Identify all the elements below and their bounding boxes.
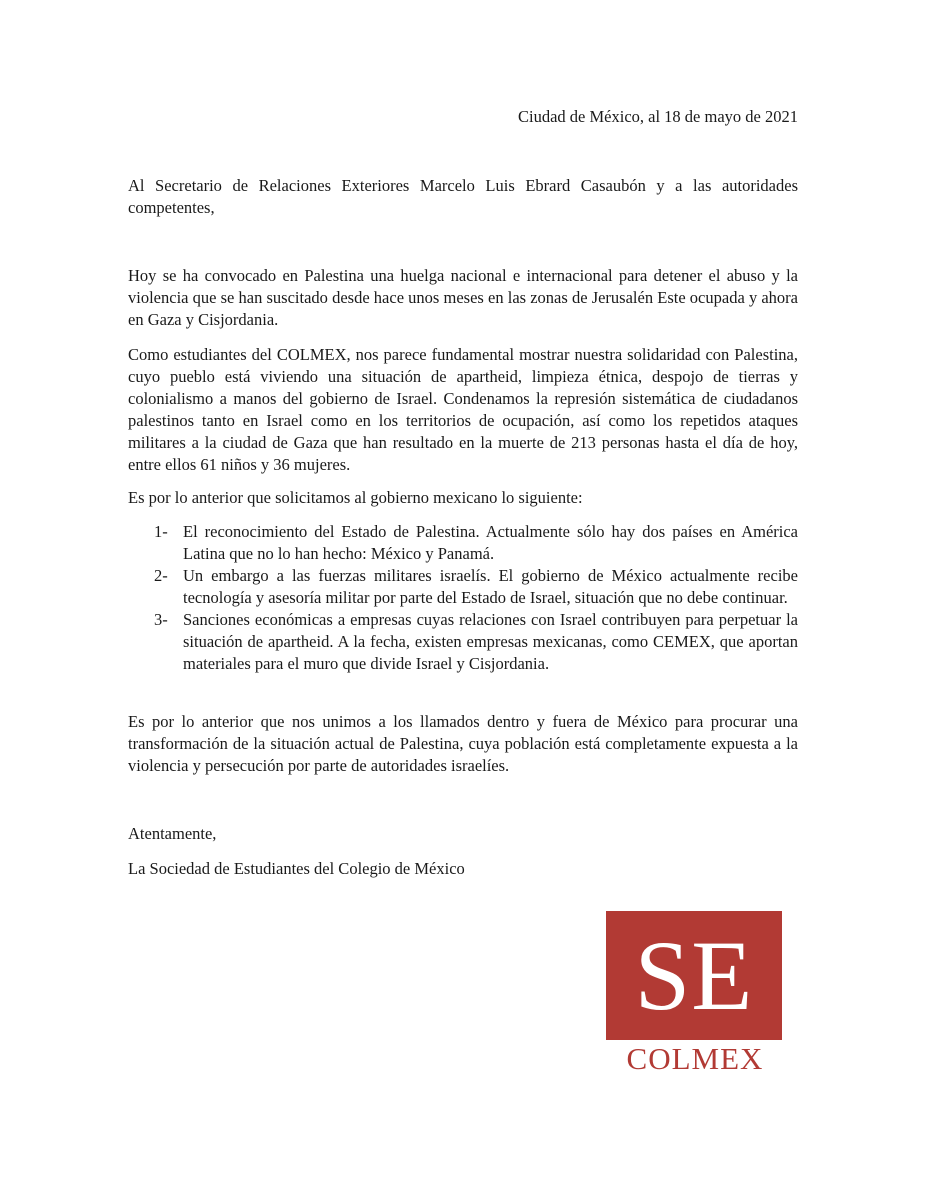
list-item-number: 3- (154, 610, 168, 629)
list-item (154, 521, 798, 565)
list-item-number: 1- (154, 522, 168, 541)
list-item-text: Un embargo a las fuerzas militares israelís. El gobierno de México actualmente recibe tecnología y asesoría militar por parte del Estado de Israel, situación que no debe continuar. (183, 566, 798, 607)
body-paragraph-4: Es por lo anterior que nos unimos a los llamados dentro y fuera de México para procurar una transformación de la situación actual de Palestina, cuya población está completamente expuesta a la violencia y persecución por parte de autoridades israelíes. (128, 712, 798, 775)
list-item (154, 565, 798, 609)
list-item-text: El reconocimiento del Estado de Palestina. Actualmente sólo hay dos países en América Latina que no lo han hecho: México y Panamá. (183, 522, 798, 563)
body-paragraph-3: Es por lo anterior que solicitamos al gobierno mexicano lo siguiente: (128, 488, 583, 507)
logo-initials-box (606, 911, 782, 1040)
closing: Atentamente, (128, 824, 217, 843)
logo-initials: SE (634, 919, 754, 1031)
signer: La Sociedad de Estudiantes del Colegio de México (128, 859, 465, 878)
salutation: Al Secretario de Relaciones Exteriores Marcelo Luis Ebrard Casaubón y a las autoridades competentes, (128, 176, 798, 217)
se-colmex-logo (606, 911, 784, 1075)
body-paragraph-1: Hoy se ha convocado en Palestina una huelga nacional e internacional para detener el abuso y la violencia que se han suscitado desde hace unos meses en las zonas de Jerusalén Este ocupada y ahora en Gaza y Cisjordania. (128, 266, 798, 329)
logo-name: COLMEX (626, 1041, 764, 1076)
list-item (154, 609, 798, 675)
letter-date: Ciudad de México, al 18 de mayo de 2021 (518, 107, 798, 126)
list-item-text: Sanciones económicas a empresas cuyas relaciones con Israel contribuyen para perpetuar la situación de apartheid. A la fecha, existen empresas mexicanas, como CEMEX, que aportan materiales para el muro que divide Israel y Cisjordania. (183, 610, 798, 673)
requests-list (154, 521, 798, 675)
list-item-number: 2- (154, 566, 168, 585)
body-paragraph-2: Como estudiantes del COLMEX, nos parece fundamental mostrar nuestra solidaridad con Palestina, cuyo pueblo está viviendo una situación de apartheid, limpieza étnica, despojo de tierras y colonialismo a manos del gobierno de Israel. Condenamos la represión sistemática de ciudadanos palestinos tanto en Israel como en los territorios de ocupación, así como los repetidos ataques militares a la ciudad de Gaza que han resultado en la muerte de 213 personas hasta el día de hoy, entre ellos 61 niños y 36 mujeres. (128, 345, 798, 474)
